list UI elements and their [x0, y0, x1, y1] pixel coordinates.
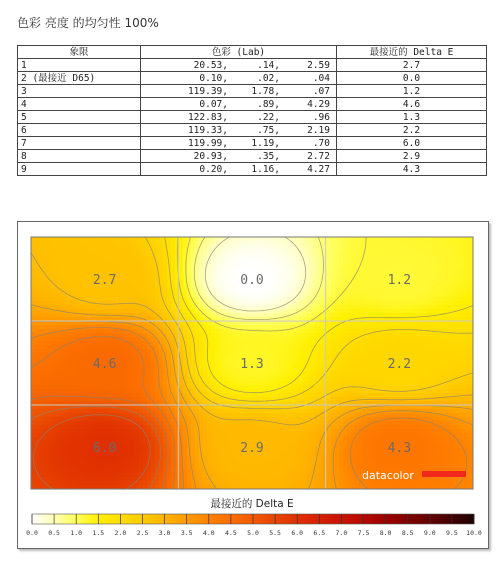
delta-e-cell: 1.2	[337, 85, 487, 98]
table-row	[18, 124, 487, 137]
quadrant-cell: 2 (最接近 D65)	[18, 72, 141, 85]
legend-tick-label: 2.0	[114, 529, 127, 537]
uniformity-map-panel	[17, 221, 489, 549]
quadrant-cell: 9	[18, 163, 141, 176]
table-row	[18, 85, 487, 98]
lab-value: .02,	[257, 72, 280, 84]
lab-value: 119.39,	[187, 85, 228, 97]
legend-title: 最接近的 Delta E	[210, 498, 294, 510]
datacolor-watermark: datacolor	[362, 469, 414, 482]
legend-tick-label: 3.5	[180, 529, 193, 537]
lab-value: 20.53,	[193, 59, 228, 71]
table-row	[18, 137, 487, 150]
legend-tick-label: 9.0	[423, 529, 436, 537]
delta-e-cell: 4.3	[337, 163, 487, 176]
table-row	[18, 111, 487, 124]
lab-value: 1.78,	[251, 85, 280, 97]
quadrant-value-label: 0.0	[240, 273, 264, 288]
quadrant-cell: 3	[18, 85, 141, 98]
lab-value: 1.19,	[251, 137, 280, 149]
results-table	[17, 45, 487, 176]
lab-value: .35,	[257, 150, 280, 162]
delta-e-cell: 6.0	[337, 137, 487, 150]
lab-value: 1.16,	[251, 163, 280, 175]
quadrant-cell: 1	[18, 59, 141, 72]
legend-tick-label: 2.5	[136, 529, 149, 537]
quadrant-value-label: 2.7	[92, 273, 117, 288]
table-row	[18, 98, 487, 111]
legend-tick-label: 3.0	[158, 529, 171, 537]
lab-value: .04	[312, 72, 330, 84]
uniformity-map-svg	[18, 222, 488, 548]
page-title: 色彩 亮度 的均匀性 100%	[17, 16, 159, 30]
color-scale-legend	[26, 514, 482, 537]
legend-tick-label: 0.5	[48, 529, 60, 537]
lab-value: 0.07,	[199, 98, 228, 110]
quadrant-value-label: 1.2	[387, 273, 412, 288]
lab-value: 122.83,	[187, 111, 228, 123]
lab-cell	[141, 59, 337, 72]
delta-e-cell: 2.9	[337, 150, 487, 163]
legend-tick-label: 5.5	[269, 529, 281, 537]
lab-value: .89,	[257, 98, 280, 110]
quadrant-cell: 8	[18, 150, 141, 163]
quadrant-value-label: 1.3	[240, 357, 264, 372]
legend-tick-label: 6.0	[291, 529, 304, 537]
lab-cell	[141, 111, 337, 124]
legend-tick-label: 10.0	[466, 529, 482, 537]
lab-cell	[141, 137, 337, 150]
legend-tick-label: 6.5	[313, 529, 326, 537]
lab-value: .75,	[257, 124, 280, 136]
table-row	[18, 59, 487, 72]
legend-tick-label: 8.5	[401, 529, 414, 537]
datacolor-logo-bar	[422, 471, 466, 477]
lab-value: 119.33,	[187, 124, 228, 136]
lab-value: 0.10,	[199, 72, 228, 84]
table-header-row	[18, 46, 487, 59]
quadrant-value-label: 2.9	[240, 441, 264, 456]
lab-cell	[141, 124, 337, 137]
lab-value: 2.19	[307, 124, 330, 136]
delta-e-cell: 4.6	[337, 98, 487, 111]
delta-e-cell: 2.7	[337, 59, 487, 72]
quadrant-value-label: 2.2	[387, 357, 412, 372]
legend-tick-label: 7.0	[335, 529, 348, 537]
table-row	[18, 72, 487, 85]
legend-tick-label: 8.0	[379, 529, 392, 537]
lab-value: 4.27	[307, 163, 330, 175]
delta-e-cell: 0.0	[337, 72, 487, 85]
delta-e-cell: 2.2	[337, 124, 487, 137]
quadrant-cell: 6	[18, 124, 141, 137]
legend-tick-label: 7.5	[357, 529, 370, 537]
lab-value: 0.20,	[199, 163, 228, 175]
lab-cell	[141, 163, 337, 176]
lab-cell	[141, 150, 337, 163]
header-delta-e: 最接近的 Delta E	[337, 46, 487, 59]
quadrant-cell: 4	[18, 98, 141, 111]
lab-value: 2.72	[307, 150, 330, 162]
lab-value: .14,	[257, 59, 280, 71]
legend-tick-label: 5.0	[247, 529, 259, 537]
lab-value: 119.99,	[187, 137, 228, 149]
quadrant-cell: 5	[18, 111, 141, 124]
lab-value: .96	[312, 111, 330, 123]
lab-cell	[141, 85, 337, 98]
quadrant-value-label: 4.3	[387, 441, 412, 456]
legend-tick-label: 0.0	[26, 529, 38, 537]
lab-cell	[141, 72, 337, 85]
lab-value: 20.93,	[193, 150, 228, 162]
header-quadrant: 象限	[18, 46, 141, 59]
lab-cell	[141, 98, 337, 111]
quadrant-cell: 7	[18, 137, 141, 150]
results-table-container	[17, 45, 486, 176]
delta-e-cell: 1.3	[337, 111, 487, 124]
quadrant-value-label: 6.0	[92, 441, 117, 456]
legend-tick-label: 4.5	[225, 529, 237, 537]
header-lab: 色彩 (Lab)	[141, 46, 337, 59]
legend-tick-label: 4.0	[202, 529, 215, 537]
lab-value: 2.59	[307, 59, 330, 71]
lab-value: .22,	[257, 111, 280, 123]
lab-value: .70	[312, 137, 330, 149]
legend-tick-label: 1.0	[70, 529, 83, 537]
legend-tick-label: 1.5	[92, 529, 105, 537]
table-row	[18, 150, 487, 163]
quadrant-value-label: 4.6	[92, 357, 117, 372]
lab-value: 4.29	[307, 98, 330, 110]
lab-value: .07	[312, 85, 330, 97]
table-row	[18, 163, 487, 176]
legend-tick-label: 9.5	[446, 529, 458, 537]
